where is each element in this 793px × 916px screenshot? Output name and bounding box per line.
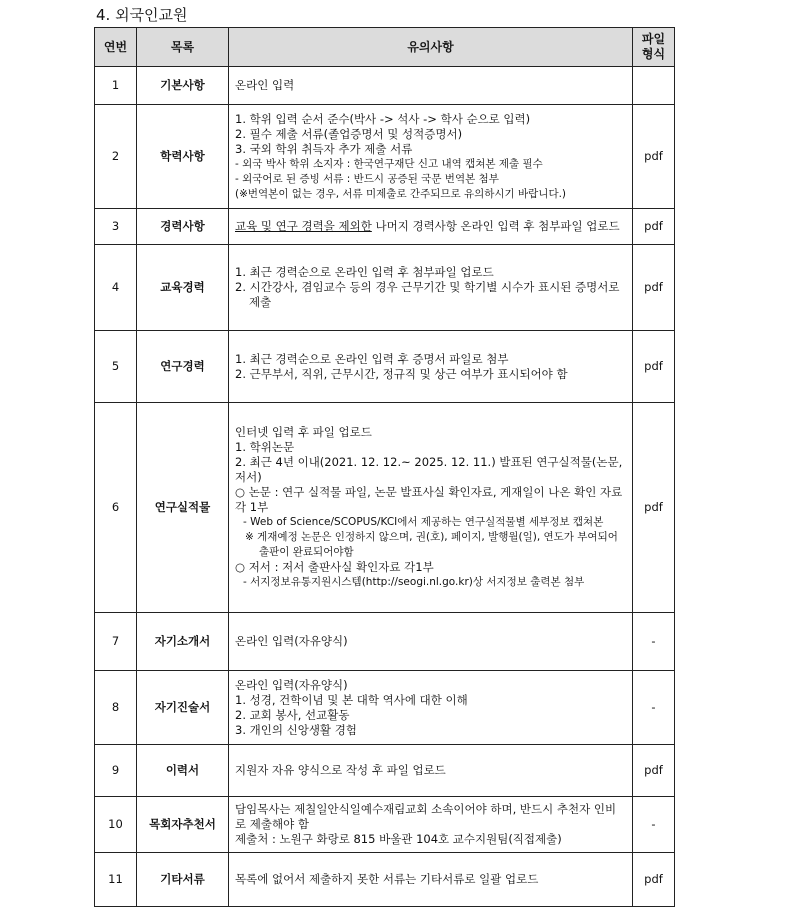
note-line: 2. 시간강사, 겸임교수 등의 경우 근무기간 및 학기별 시수가 표시된 증명서로 제출: [235, 280, 620, 309]
note-line: 3. 개인의 신앙생활 경험: [235, 722, 357, 737]
note-line: 1. 최근 경력순으로 온라인 입력 후 증명서 파일로 첨부: [235, 351, 509, 366]
row-filetype: -: [633, 613, 675, 671]
note-line: ※ 게재예정 논문은 인정하지 않으며, 권(호), 페이지, 발행월(일), 연도가 부여되어 출판이 완료되어야함: [245, 531, 618, 558]
row-notes: [229, 671, 633, 745]
row-notes: [229, 613, 633, 671]
note-line: ○ 저서 : 저서 출판사실 확인자료 각1부: [235, 560, 434, 574]
note-line: 온라인 입력(자유양식): [235, 634, 348, 648]
table-row: [95, 245, 675, 331]
note-line: 인터넷 입력 후 파일 업로드: [235, 425, 372, 439]
note-line: ○ 논문 : 연구 실적물 파일, 논문 발표사실 확인자료, 게재일이 나온 확인 자료 각 1부: [235, 485, 623, 514]
row-category: 연구경력: [137, 331, 229, 403]
row-filetype: pdf: [633, 745, 675, 797]
note-underlined-text: 교육 및 연구 경력을 제외한: [235, 219, 372, 233]
row-filetype: [633, 67, 675, 105]
note-line: - 외국어로 된 증빙 서류 : 반드시 공증된 국문 번역본 첨부: [235, 172, 499, 185]
note-line: 2. 최근 4년 이내(2021. 12. 12.~ 2025. 12. 11.) 발표된 연구실적물(논문, 저서): [235, 455, 623, 484]
row-number: 10: [95, 797, 137, 853]
note-line: 온라인 입력: [235, 78, 295, 92]
note-line: 2. 필수 제출 서류(졸업증명서 및 성적증명서): [235, 126, 463, 141]
row-category: 자기진술서: [137, 671, 229, 745]
row-filetype: pdf: [633, 245, 675, 331]
table-row: [95, 853, 675, 907]
note-text: 나머지 경력사항 온라인 입력 후 첨부파일 업로드: [371, 219, 620, 233]
row-number: 7: [95, 613, 137, 671]
row-notes: [229, 331, 633, 403]
note-line: - 서지정보유통지원시스템(http://seogi.nl.go.kr)상 서지정보 출력본 첨부: [243, 576, 585, 588]
header-filetype-line2: 형식: [641, 47, 666, 61]
row-category: 교육경력: [137, 245, 229, 331]
row-number: 9: [95, 745, 137, 797]
row-filetype: pdf: [633, 105, 675, 209]
row-number: 5: [95, 331, 137, 403]
header-filetype-line1: 파일: [641, 32, 666, 46]
table-row: [95, 403, 675, 613]
row-category: 기타서류: [137, 853, 229, 907]
row-filetype: -: [633, 797, 675, 853]
note-line: 3. 국외 학위 취득자 추가 제출 서류: [235, 141, 413, 156]
header-category: 목록: [137, 28, 229, 67]
note-line: 2. 교회 봉사, 선교활동: [235, 707, 350, 722]
note-line: 1. 성경, 건학이념 및 본 대학 역사에 대한 이해: [235, 692, 468, 707]
header-no: 연번: [95, 28, 137, 67]
note-line: 온라인 입력(자유양식): [235, 677, 348, 692]
document-table: [94, 27, 675, 907]
row-number: 3: [95, 209, 137, 245]
row-notes: [229, 245, 633, 331]
section-title: 4. 외국인교원: [96, 6, 188, 24]
row-notes: [229, 403, 633, 613]
note-line: 담임목사는 제칠일안식일예수재림교회 소속이어야 하며, 반드시 추천자 인비로 제출해야 함: [235, 802, 617, 831]
row-category: 자기소개서: [137, 613, 229, 671]
table-row: [95, 671, 675, 745]
note-line: 2. 근무부서, 직위, 근무시간, 정규직 및 상근 여부가 표시되어야 함: [235, 366, 568, 381]
note-line: - Web of Science/SCOPUS/KCI에서 제공하는 연구실적물별 세부정보 캡쳐본: [243, 516, 604, 528]
table-header-row: [95, 28, 675, 67]
row-category: 이력서: [137, 745, 229, 797]
note-line: (※번역본이 없는 경우, 서류 미제출로 간주되므로 유의하시기 바랍니다.): [235, 187, 567, 200]
note-line: 목록에 없어서 제출하지 못한 서류는 기타서류로 일괄 업로드: [235, 872, 539, 886]
row-notes: [229, 853, 633, 907]
note-line: 제출처 : 노원구 화랑로 815 바울관 104호 교수지원팀(직접제출): [235, 832, 562, 846]
row-number: 2: [95, 105, 137, 209]
row-category: 기본사항: [137, 67, 229, 105]
row-notes: [229, 67, 633, 105]
note-line: 1. 학위논문: [235, 440, 295, 454]
row-filetype: pdf: [633, 331, 675, 403]
row-category: 학력사항: [137, 105, 229, 209]
note-line: 1. 최근 경력순으로 온라인 입력 후 첨부파일 업로드: [235, 265, 494, 279]
table-row: [95, 745, 675, 797]
row-number: 11: [95, 853, 137, 907]
note-line: - 외국 박사 학위 소지자 : 한국연구재단 신고 내역 캡쳐본 제출 필수: [235, 157, 543, 170]
table-row: [95, 67, 675, 105]
table-row: [95, 797, 675, 853]
row-notes: [229, 797, 633, 853]
header-filetype: [633, 28, 675, 67]
row-number: 8: [95, 671, 137, 745]
header-notes: 유의사항: [229, 28, 633, 67]
row-notes: [229, 745, 633, 797]
note-line: 지원자 자유 양식으로 작성 후 파일 업로드: [235, 763, 446, 777]
row-filetype: pdf: [633, 853, 675, 907]
row-number: 1: [95, 67, 137, 105]
row-notes: [229, 105, 633, 209]
row-filetype: -: [633, 671, 675, 745]
row-filetype: pdf: [633, 209, 675, 245]
row-category: 연구실적물: [137, 403, 229, 613]
table-row: [95, 331, 675, 403]
row-number: 6: [95, 403, 137, 613]
row-filetype: pdf: [633, 403, 675, 613]
table-row: [95, 105, 675, 209]
note-line: 1. 학위 입력 순서 준수(박사 -> 석사 -> 학사 순으로 입력): [235, 111, 531, 126]
table-row: [95, 209, 675, 245]
row-category: 목회자추천서: [137, 797, 229, 853]
row-number: 4: [95, 245, 137, 331]
table-row: [95, 613, 675, 671]
row-category: 경력사항: [137, 209, 229, 245]
row-notes: [229, 209, 633, 245]
